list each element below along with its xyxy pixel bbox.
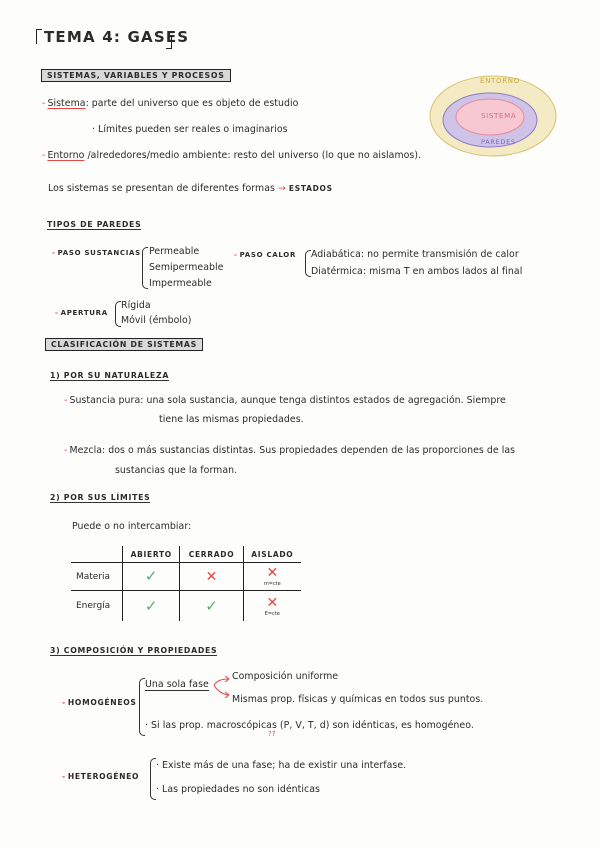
mezcla-line1: - Mezcla: dos o más sustancias distintas. Sus propiedades dependen de las proporciones de las <box>64 445 516 456</box>
apertura-label: - APERTURA <box>55 309 108 317</box>
apertura-item-movil: Móvil (émbolo) <box>121 315 192 326</box>
title-bracket-left <box>36 29 42 44</box>
formas-line <box>48 183 333 194</box>
col-header-aislado: AISLADO <box>243 546 301 563</box>
paso-sustancias-text: PASO SUSTANCIAS <box>57 249 141 257</box>
estados-text: ESTADOS <box>288 184 333 193</box>
sustancia-pura-line1: - Sustancia pura: una sola sustancia, aunque tenga distintos estados de agregación. Siempre <box>64 395 506 406</box>
paredes-label: PAREDES <box>481 138 516 146</box>
entorno-def: /alrededores/medio ambiente: resto del universo (lo que no aislamos). <box>84 150 422 161</box>
table-row <box>71 563 301 591</box>
apertura-item-rigida: Rígida <box>121 300 151 311</box>
mismas-prop: Mismas prop. físicas y químicas en todos sus puntos. <box>232 694 484 705</box>
row-label-energia: Energía <box>71 591 123 622</box>
page-title: TEMA 4: GASES <box>44 28 190 46</box>
sust-item-impermeable: Impermeable <box>149 278 212 289</box>
check-icon: ✓ <box>144 596 158 615</box>
paso-calor-label: - PASO CALOR <box>234 251 297 259</box>
limites-line: · Límites pueden ser reales o imaginarios <box>92 124 288 135</box>
sistema-line: - Sistema: parte del universo que es objeto de estudio <box>42 98 299 109</box>
col-header-abierto: ABIERTO <box>123 546 180 563</box>
materia-note: m=cte <box>263 581 281 587</box>
subheading-naturaleza <box>50 371 169 380</box>
composicion-text: 3) COMPOSICIÓN Y PROPIEDADES <box>50 646 218 655</box>
sustancia-pura-line2: tiene las mismas propiedades. <box>159 414 304 425</box>
check-icon: ✓ <box>205 596 218 615</box>
paso-calor-text: PASO CALOR <box>239 251 297 259</box>
homogeneos-label: - HOMOGÉNEOS <box>62 698 137 707</box>
formas-text: Los sistemas se presentan de diferentes formas <box>48 183 275 194</box>
brace-sustancias <box>142 247 148 289</box>
cross-icon: ✕ <box>266 594 279 611</box>
naturaleza-text: 1) POR SU NATURALEZA <box>50 371 170 380</box>
subheading-composicion <box>50 646 217 655</box>
energia-note: E=cte <box>264 610 280 617</box>
table-row <box>71 591 301 622</box>
title-bracket-right <box>166 36 172 49</box>
sistema-label: SISTEMA <box>481 112 517 120</box>
heterogeneo-text: HETEROGÉNEO <box>67 772 140 781</box>
intercambiar-line: Puede o no intercambiar: <box>72 521 192 532</box>
existe-mas-fase: · Existe más de una fase; ha de existir una interfase. <box>156 760 407 771</box>
entorno-term: Entorno <box>47 150 85 161</box>
entorno-line: - Entorno /alrededores/medio ambiente: resto del universo (lo que no aislamos). <box>42 150 422 161</box>
sust-item-semipermeable: Semipermeable <box>149 262 224 273</box>
sistema-def: : parte del universo que es objeto de estudio <box>85 98 299 109</box>
section-heading-sistemas: SISTEMAS, VARIABLES Y PROCESOS <box>41 69 231 82</box>
section-heading-clasificacion: CLASIFICACIÓN DE SISTEMAS <box>45 338 203 351</box>
composicion-uniforme: Composición uniforme <box>232 671 339 682</box>
mezcla-text: Mezcla: dos o más sustancias distintas. Sus propiedades dependen de las proporciones de las <box>69 445 516 456</box>
apertura-text: APERTURA <box>60 309 108 317</box>
calor-item-diatermica: Diatérmica: misma T en ambos lados al final <box>311 266 523 277</box>
check-icon: ✓ <box>144 567 158 585</box>
cross-icon: ✕ <box>205 568 218 585</box>
arrow-right-icon: → <box>277 183 286 194</box>
heterogeneo-label: - HETEROGÉNEO <box>62 772 140 781</box>
paso-sustancias-label: - PASO SUSTANCIAS <box>52 249 141 257</box>
calor-item-adiabatica: Adiabática: no permite transmisión de calor <box>311 249 519 260</box>
una-sola-fase-text: Una sola fase <box>145 679 209 690</box>
question-marks: ?? <box>268 730 276 738</box>
subheading-limites <box>50 493 150 502</box>
mezcla-line2: sustancias que la forman. <box>115 465 238 476</box>
una-sola-fase <box>145 679 209 690</box>
row-label-materia: Materia <box>71 563 123 591</box>
section-heading-paredes: TIPOS DE PAREDES <box>47 220 142 229</box>
cross-icon: ✕ <box>266 565 279 581</box>
sistema-term: Sistema <box>47 98 86 109</box>
sustancia-pura-text: Sustancia pura: una sola sustancia, aunque tenga distintos estados de agregación. Siempre <box>69 395 506 406</box>
entorno-label: ENTORNO <box>480 77 520 85</box>
propiedades-no-identicas: · Las propiedades no son idénticas <box>156 784 320 795</box>
sust-item-permeable: Permeable <box>149 246 200 257</box>
homogeneos-text: HOMOGÉNEOS <box>67 698 137 707</box>
limites-text: 2) POR SUS LÍMITES <box>50 493 151 502</box>
col-header-cerrado: CERRADO <box>180 546 243 563</box>
limites-table <box>71 546 301 621</box>
si-las-prop: · Si las prop. macroscópicas (P, V, T, d) son idénticas, es homogéneo. <box>145 720 474 731</box>
table-corner <box>71 546 123 563</box>
